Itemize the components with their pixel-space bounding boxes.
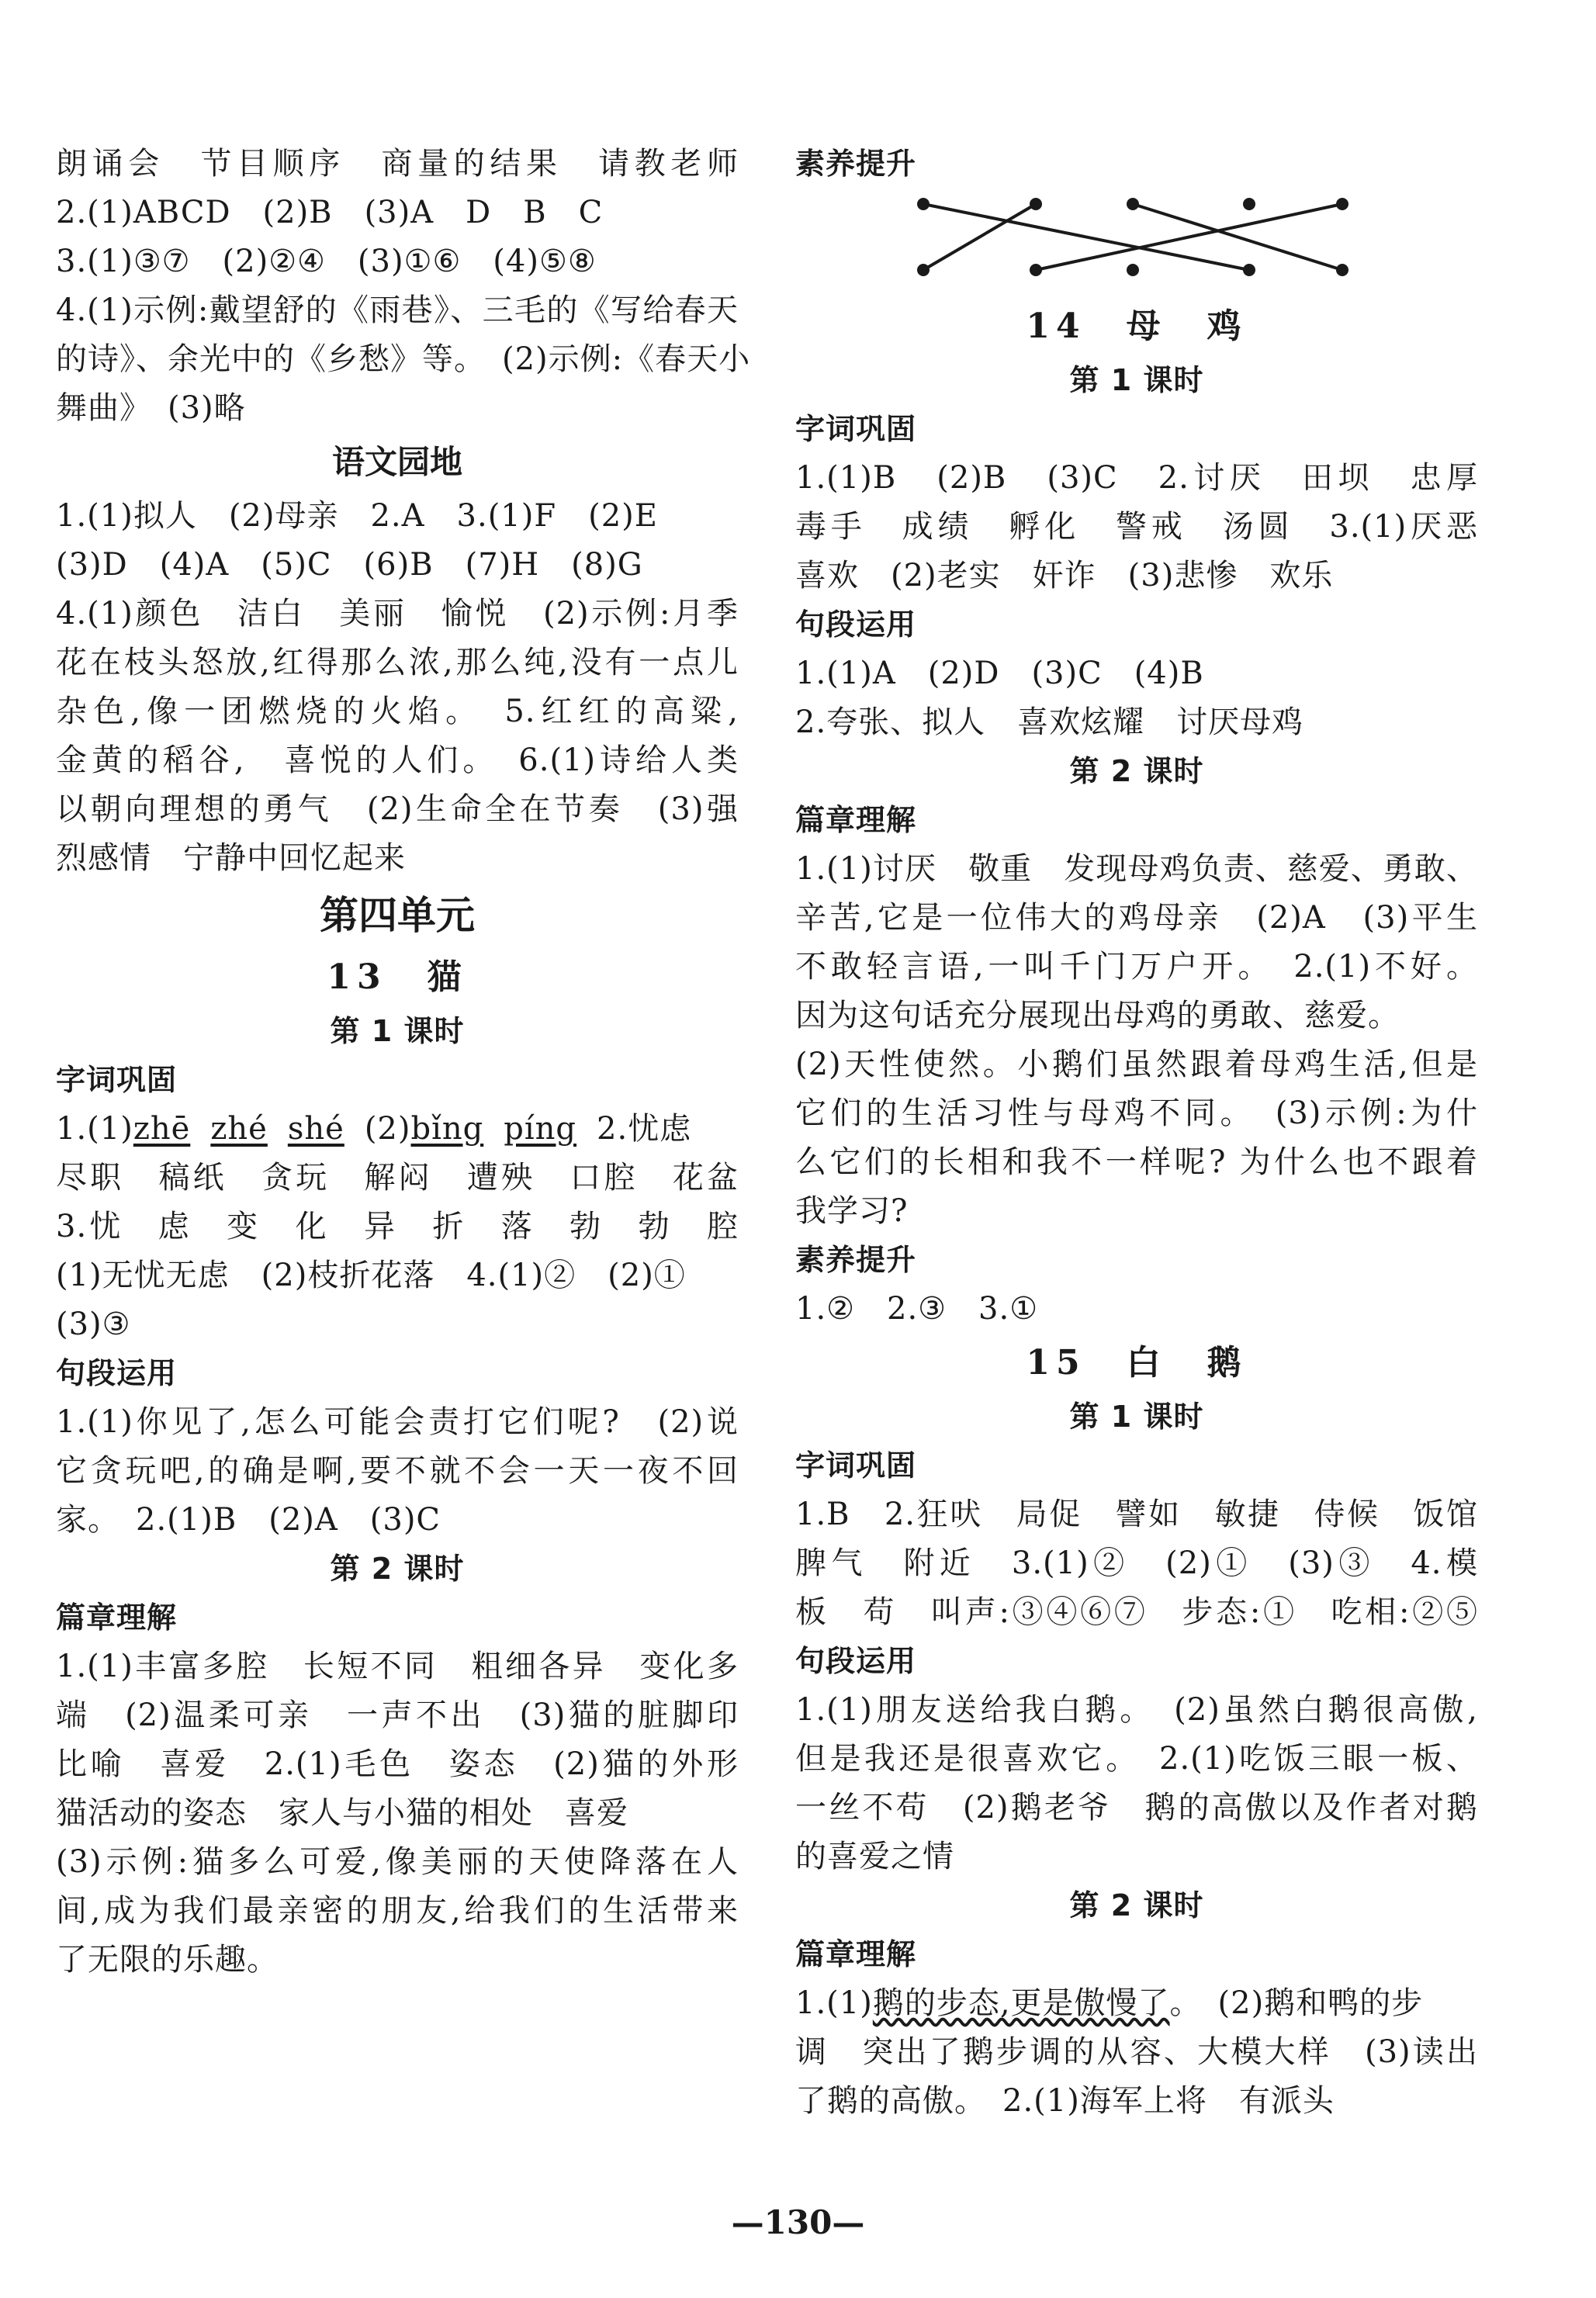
text-line: 尽职 稿纸 贪玩 解闷 遭殃 口腔 花盆 xyxy=(56,1160,739,1196)
section-label: 篇章理解 xyxy=(795,803,917,837)
section-label: 篇章理解 xyxy=(56,1601,178,1635)
pinyin-line xyxy=(56,1105,739,1154)
section-label: 字词巩固 xyxy=(56,1063,178,1097)
wavy-underlined-text: 鹅的步态,更是傲慢了 xyxy=(872,1985,1170,2021)
match-dot xyxy=(1127,264,1139,276)
pinyin-answer: shé xyxy=(287,1111,344,1147)
text-line: 1.(1)讨厌 敬重 发现母鸡负责、慈爱、勇敢、 xyxy=(795,851,1478,887)
text-line: (3)D (4)A (5)C (6)B (7)H (8)G xyxy=(56,547,643,583)
text-line: (3)示例:猫多么可爱,像美丽的天使降落在人 xyxy=(56,1844,739,1880)
pinyin-answer: píng xyxy=(504,1111,577,1147)
match-dot xyxy=(1030,198,1042,210)
text-line: 烈感情 宁静中回忆起来 xyxy=(56,840,406,876)
section-label: 句段运用 xyxy=(795,607,917,642)
text-line: 端 (2)温柔可亲 一声不出 (3)猫的脏脚印 xyxy=(56,1698,739,1733)
wavy-underline-line xyxy=(795,1979,1478,2028)
page-number: —130— xyxy=(731,2203,865,2241)
lesson-title: 15 白 鹅 xyxy=(1026,1343,1248,1383)
text-line: (1)无忧无虑 (2)枝折花落 4.(1)② (2)① xyxy=(56,1258,686,1293)
matching-lines xyxy=(795,189,1478,297)
text-line: 脾气 附近 3.(1)② (2)① (3)③ 4.模 xyxy=(795,1545,1478,1581)
text-line: 1.B 2.狂吠 局促 譬如 敏捷 侍候 饭馆 xyxy=(795,1497,1478,1532)
section-label: 素养提升 xyxy=(795,1243,917,1277)
text-line: 不敢轻言语,一叫千门万户开。 2.(1)不好。 xyxy=(795,949,1478,985)
class-period-title: 第 2 课时 xyxy=(330,1552,465,1586)
pinyin-answer: bǐng xyxy=(410,1111,484,1147)
pinyin-answer: zhé xyxy=(210,1111,268,1147)
text-line: 的诗》、余光中的《乡愁》等。 (2)示例:《春天小 xyxy=(56,341,751,377)
text-line: 它们的生活习性与母鸡不同。 (3)示例:为什 xyxy=(795,1095,1478,1131)
section-label: 素养提升 xyxy=(795,147,917,181)
text-line: 1.(1)你见了,怎么可能会责打它们呢? (2)说 xyxy=(56,1404,739,1440)
section-label: 字词巩固 xyxy=(795,412,917,446)
class-period-title: 第 1 课时 xyxy=(330,1014,465,1048)
class-period-title: 第 1 课时 xyxy=(1069,1400,1204,1434)
lesson-title: 13 猫 xyxy=(327,957,468,997)
text-line: 但是我还是很喜欢它。 2.(1)吃饭三眼一板、 xyxy=(795,1741,1478,1777)
item-number: 1.(1) xyxy=(56,1111,133,1147)
text-segment: 2.忧虑 xyxy=(597,1111,692,1147)
text-line: 朗诵会 节目顺序 商量的结果 请教老师 xyxy=(56,146,739,182)
text-line: 花在枝头怒放,红得那么浓,那么纯,没有一点儿 xyxy=(56,645,739,680)
text-line: 毒手 成绩 孵化 警戒 汤圆 3.(1)厌恶 xyxy=(795,509,1478,545)
text-line: 喜欢 (2)老实 奸诈 (3)悲惨 欢乐 xyxy=(795,558,1334,594)
text-line: 4.(1)示例:戴望舒的《雨巷》、三毛的《写给春天 xyxy=(56,292,739,328)
text-line: 了无限的乐趣。 xyxy=(56,1942,279,1978)
text-line: 它贪玩吧,的确是啊,要不就不会一天一夜不回 xyxy=(56,1453,739,1489)
text-line: 的喜爱之情 xyxy=(795,1839,954,1874)
lesson-title: 14 母 鸡 xyxy=(1026,306,1248,346)
text-line: 3.忧 虑 变 化 异 折 落 勃 勃 腔 xyxy=(56,1209,739,1244)
text-line: 一丝不苟 (2)鹅老爷 鹅的高傲以及作者对鹅 xyxy=(795,1790,1478,1826)
match-dot xyxy=(1030,264,1042,276)
match-line xyxy=(1133,204,1342,270)
text-line: 4.(1)颜色 洁白 美丽 愉悦 (2)示例:月季 xyxy=(56,596,739,632)
text-line: 杂色,像一团燃烧的火焰。 5.红红的高粱, xyxy=(56,694,739,729)
text-line: 1.(1)B (2)B (3)C 2.讨厌 田坝 忠厚 xyxy=(795,460,1478,496)
class-period-title: 第 1 课时 xyxy=(1069,363,1204,397)
item-number: 1.(1) xyxy=(795,1985,873,2021)
text-line: 1.(1)丰富多腔 长短不同 粗细各异 变化多 xyxy=(56,1649,739,1684)
unit-title: 第四单元 xyxy=(320,893,475,938)
section-label: 句段运用 xyxy=(795,1644,917,1678)
text-line: 间,成为我们最亲密的朋友,给我们的生活带来 xyxy=(56,1893,739,1929)
text-line: (3)③ xyxy=(56,1306,131,1342)
section-title: 语文园地 xyxy=(331,443,462,481)
right-column xyxy=(795,140,1478,2126)
text-line: 比喻 喜爱 2.(1)毛色 姿态 (2)猫的外形 xyxy=(56,1746,739,1782)
section-label: 句段运用 xyxy=(56,1356,178,1390)
text-line: 1.② 2.③ 3.① xyxy=(795,1291,1039,1327)
text-line: 金黄的稻谷, 喜悦的人们。 6.(1)诗给人类 xyxy=(56,742,739,778)
match-dot xyxy=(1243,198,1255,210)
text-line: 3.(1)③⑦ (2)②④ (3)①⑥ (4)⑤⑧ xyxy=(56,244,597,279)
text-line: 辛苦,它是一位伟大的鸡母亲 (2)A (3)平生 xyxy=(795,900,1478,936)
text-line: 因为这句话充分展现出母鸡的勇敢、慈爱。 xyxy=(795,998,1400,1033)
text-line: 1.(1)A (2)D (3)C (4)B xyxy=(795,656,1204,691)
text-line: 舞曲》 (3)略 xyxy=(56,390,246,426)
section-label: 字词巩固 xyxy=(795,1448,917,1483)
class-period-title: 第 2 课时 xyxy=(1069,754,1204,788)
text-line: 家。 2.(1)B (2)A (3)C xyxy=(56,1502,441,1538)
text-line: 板 苟 叫声:③④⑥⑦ 步态:① 吃相:②⑤ xyxy=(795,1594,1478,1630)
class-period-title: 第 2 课时 xyxy=(1069,1888,1204,1922)
text-segment: 。 (2)鹅和鸭的步 xyxy=(1169,1985,1424,2021)
text-line: (2)天性使然。小鹅们虽然跟着母鸡生活,但是 xyxy=(795,1047,1478,1082)
text-line: 1.(1)拟人 (2)母亲 2.A 3.(1)F (2)E xyxy=(56,498,658,534)
section-label: 篇章理解 xyxy=(795,1937,917,1971)
text-line: 调 突出了鹅步调的从容、大模大样 (3)读出 xyxy=(795,2034,1478,2070)
match-dot xyxy=(1243,264,1255,276)
left-column xyxy=(56,140,751,1985)
pinyin-answer: zhē xyxy=(133,1111,191,1147)
text-line: 猫活动的姿态 家人与小猫的相处 喜爱 xyxy=(56,1795,628,1831)
text-line: 我学习? xyxy=(795,1193,909,1229)
item-number: (2) xyxy=(364,1111,411,1147)
text-line: 2.(1)ABCD (2)B (3)A D B C xyxy=(56,195,604,230)
text-line: 1.(1)朋友送给我白鹅。 (2)虽然白鹅很高傲, xyxy=(795,1692,1478,1728)
matching-diagram xyxy=(795,189,1478,297)
text-line: 2.夸张、拟人 喜欢炫耀 讨厌母鸡 xyxy=(795,704,1304,740)
text-line: 以朝向理想的勇气 (2)生命全在节奏 (3)强 xyxy=(56,791,739,827)
text-line: 了鹅的高傲。 2.(1)海军上将 有派头 xyxy=(795,2083,1335,2119)
text-line: 么它们的长相和我不一样呢? 为什么也不跟着 xyxy=(795,1144,1478,1180)
